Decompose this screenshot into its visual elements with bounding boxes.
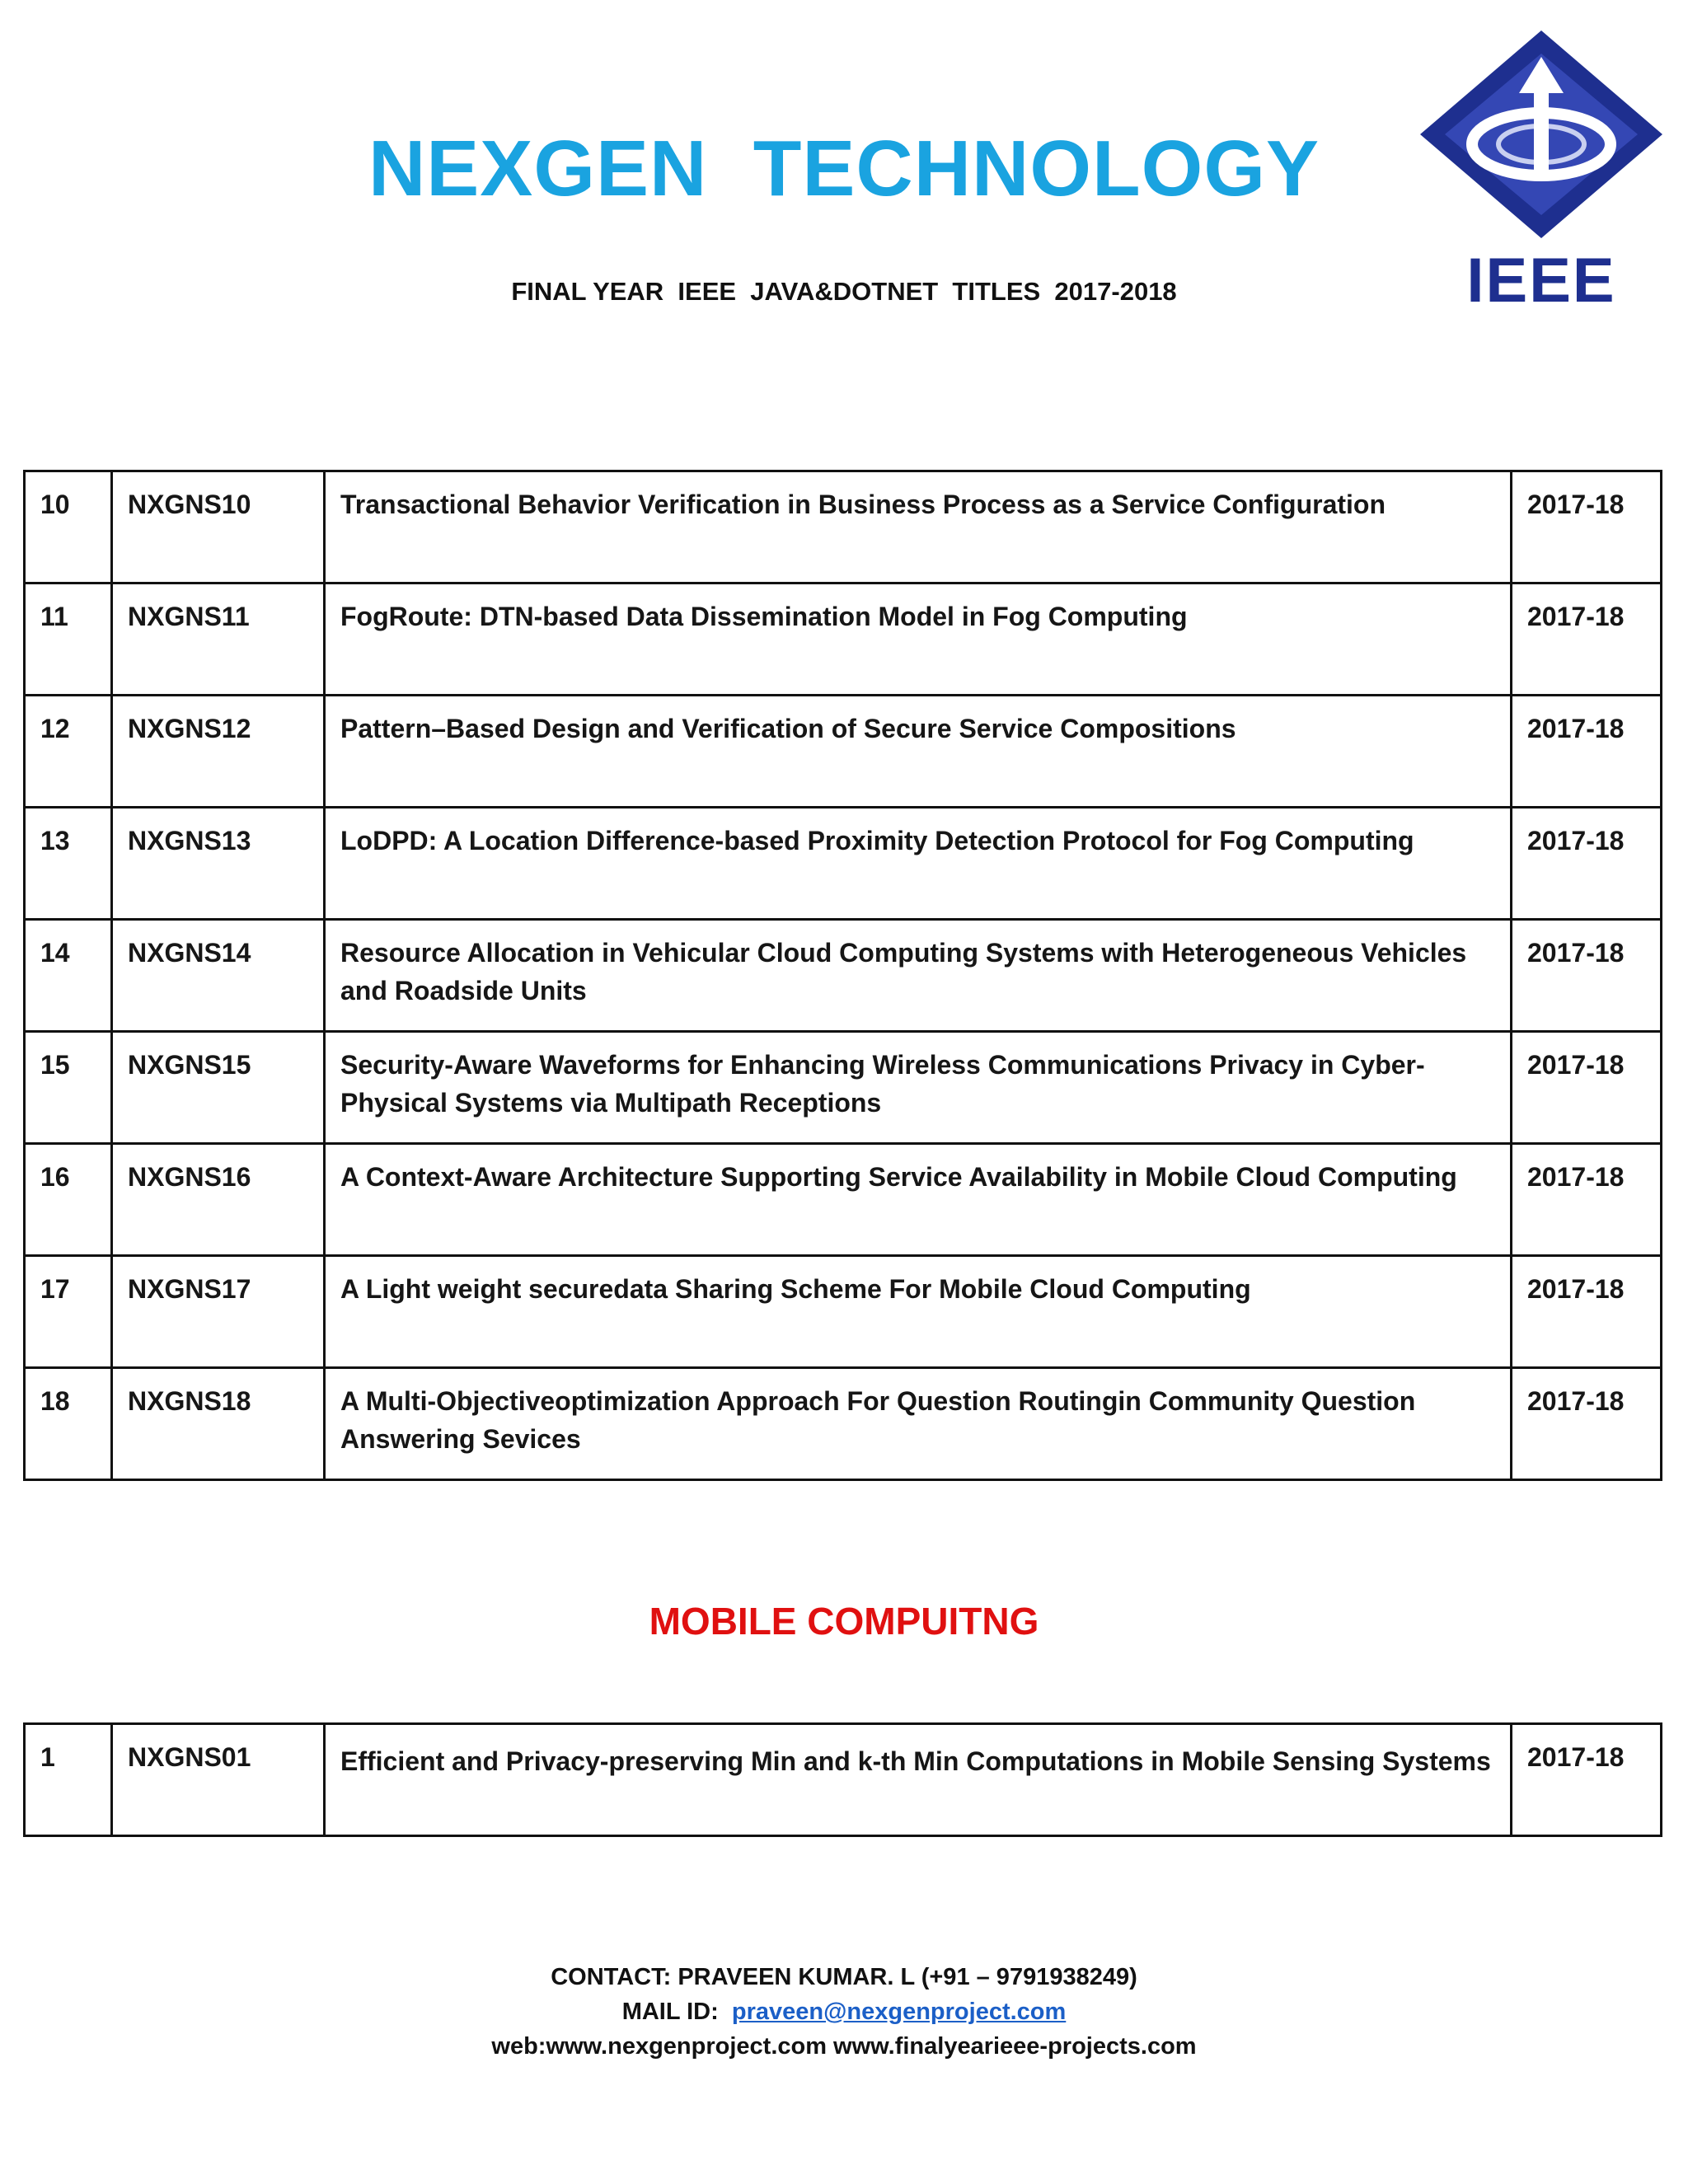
row-number: 18 <box>25 1368 112 1480</box>
row-number: 1 <box>25 1724 112 1836</box>
row-year: 2017-18 <box>1512 583 1662 696</box>
row-year: 2017-18 <box>1512 1368 1662 1480</box>
mobile-titles-table <box>23 1722 1662 1837</box>
row-number: 10 <box>25 471 112 583</box>
row-year: 2017-18 <box>1512 471 1662 583</box>
table-row <box>25 920 1662 1032</box>
table-row <box>25 471 1662 583</box>
table-row <box>25 808 1662 920</box>
row-number: 12 <box>25 696 112 808</box>
mail-line <box>0 1994 1688 2029</box>
row-year: 2017-18 <box>1512 1724 1662 1836</box>
row-title: FogRoute: DTN-based Data Dissemination Model in Fog Computing <box>325 583 1512 696</box>
row-code: NXGNS15 <box>112 1032 325 1144</box>
row-year: 2017-18 <box>1512 920 1662 1032</box>
web-line: web:www.nexgenproject.com www.finalyearieee-projects.com <box>491 2033 1197 2060</box>
titles-table <box>23 470 1662 1481</box>
row-code: NXGNS14 <box>112 920 325 1032</box>
table-row <box>25 583 1662 696</box>
row-code: NXGNS12 <box>112 696 325 808</box>
table-row <box>25 1724 1662 1836</box>
row-number: 13 <box>25 808 112 920</box>
table-row <box>25 1144 1662 1256</box>
row-number: 14 <box>25 920 112 1032</box>
table-row <box>25 1032 1662 1144</box>
row-code: NXGNS17 <box>112 1256 325 1368</box>
ieee-logo <box>1414 29 1669 316</box>
ieee-diamond-icon <box>1414 29 1669 243</box>
mail-link[interactable]: praveen@nexgenproject.com <box>731 1999 1067 2025</box>
row-title: Transactional Behavior Verification in Business Process as a Service Configuration <box>325 471 1512 583</box>
row-year: 2017-18 <box>1512 1256 1662 1368</box>
mail-label: MAIL ID: <box>621 1999 719 2025</box>
row-year: 2017-18 <box>1512 1032 1662 1144</box>
row-title: Efficient and Privacy-preserving Min and k-th Min Computations in Mobile Sensing Systems <box>325 1724 1512 1836</box>
page-subtitle: FINAL YEAR IEEE JAVA&DOTNET TITLES 2017-2018 <box>511 277 1177 306</box>
row-number: 15 <box>25 1032 112 1144</box>
table-row <box>25 1256 1662 1368</box>
ieee-logo-text: IEEE <box>1466 246 1616 316</box>
row-code: NXGNS10 <box>112 471 325 583</box>
row-code: NXGNS13 <box>112 808 325 920</box>
row-title: A Context-Aware Architecture Supporting Service Availability in Mobile Cloud Computing <box>325 1144 1512 1256</box>
contact-line: CONTACT: PRAVEEN KUMAR. L (+91 – 9791938249) <box>551 1964 1137 1990</box>
row-code: NXGNS16 <box>112 1144 325 1256</box>
row-code: NXGNS11 <box>112 583 325 696</box>
row-year: 2017-18 <box>1512 1144 1662 1256</box>
row-title: A Multi-Objectiveoptimization Approach For Question Routingin Community Question Answering Sevices <box>325 1368 1512 1480</box>
row-number: 11 <box>25 583 112 696</box>
contact-footer <box>0 1960 1688 2064</box>
row-title: Resource Allocation in Vehicular Cloud Computing Systems with Heterogeneous Vehicles and Roadside Units <box>325 920 1512 1032</box>
row-title: Security-Aware Waveforms for Enhancing Wireless Communications Privacy in Cyber-Physical Systems via Multipath Receptions <box>325 1032 1512 1144</box>
row-number: 17 <box>25 1256 112 1368</box>
page-title: NEXGEN TECHNOLOGY <box>368 124 1320 213</box>
row-number: 16 <box>25 1144 112 1256</box>
row-title: A Light weight securedata Sharing Scheme For Mobile Cloud Computing <box>325 1256 1512 1368</box>
row-code: NXGNS18 <box>112 1368 325 1480</box>
row-title: LoDPD: A Location Difference-based Proximity Detection Protocol for Fog Computing <box>325 808 1512 920</box>
section-heading: MOBILE COMPUITNG <box>649 1600 1039 1643</box>
row-year: 2017-18 <box>1512 696 1662 808</box>
row-title: Pattern–Based Design and Verification of Secure Service Compositions <box>325 696 1512 808</box>
row-year: 2017-18 <box>1512 808 1662 920</box>
row-code: NXGNS01 <box>112 1724 325 1836</box>
table-row <box>25 1368 1662 1480</box>
table-row <box>25 696 1662 808</box>
